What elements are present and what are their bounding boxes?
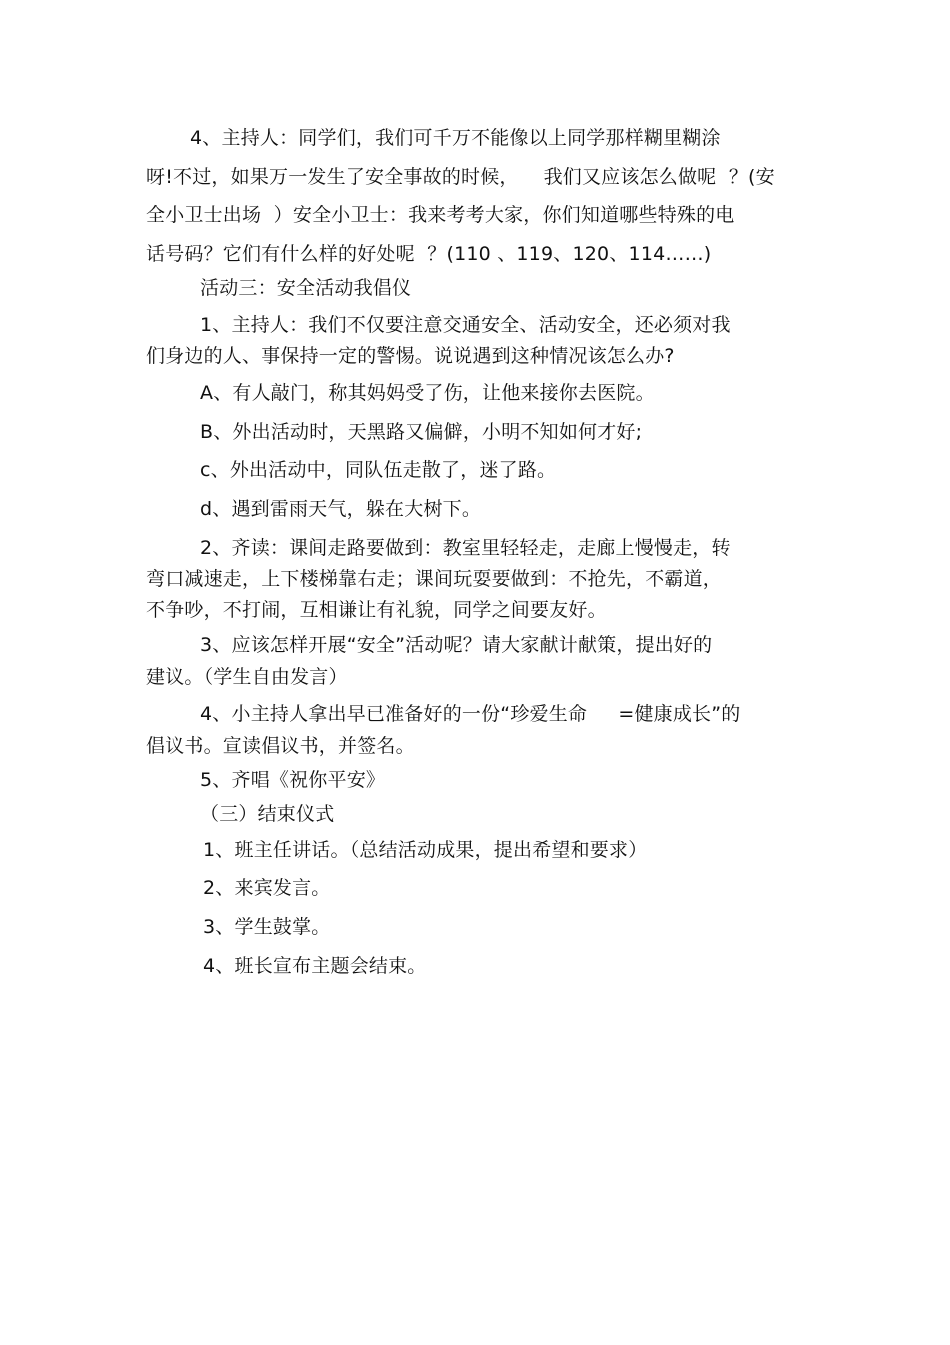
- text-line: 1、主持人：我们不仅要注意交通安全、活动安全，还必须对我: [200, 314, 731, 336]
- list-item: 3、学生鼓掌。: [203, 916, 331, 938]
- text-line: 不争吵，不打闹，互相谦让有礼貌，同学之间要友好。: [146, 599, 607, 621]
- list-item: d、遇到雷雨天气，躲在大树下。: [200, 498, 482, 520]
- text-line: 呀!不过，如果万一发生了安全事故的时候， 我们又应该怎么做呢 ？(安: [146, 166, 775, 188]
- list-item: c、外出活动中，同队伍走散了，迷了路。: [200, 459, 557, 481]
- list-item: 1、班主任讲话。（总结活动成果，提出希望和要求）: [203, 839, 648, 861]
- text-line: 2、齐读：课间走路要做到：教室里轻轻走，走廊上慢慢走，转: [200, 537, 731, 559]
- text-line: 建议。（学生自由发言）: [146, 666, 348, 688]
- text-line: 们身边的人、事保持一定的警惕。说说遇到这种情况该怎么办?: [146, 345, 675, 367]
- list-item: A、有人敲门，称其妈妈受了伤，让他来接你去医院。: [200, 382, 655, 404]
- text-line: 话号码？它们有什么样的好处呢 ？(110 、119、120、114……): [146, 243, 712, 265]
- section-heading: （三）结束仪式: [200, 803, 335, 825]
- list-item: B、外出活动时，天黑路又偏僻，小明不知如何才好;: [200, 421, 643, 443]
- text-line: 3、应该怎样开展“安全”活动呢？请大家献计献策，提出好的: [200, 634, 713, 656]
- text-line: 5、齐唱《祝你平安》: [200, 769, 386, 791]
- text-line: 倡议书。宣读倡议书，并签名。: [146, 735, 415, 757]
- list-item: 4、班长宣布主题会结束。: [203, 955, 427, 977]
- text-line: 4、小主持人拿出早已准备好的一份“珍爱生命 =健康成长”的: [200, 703, 741, 725]
- text-line: 4、主持人：同学们，我们可千万不能像以上同学那样糊里糊涂: [190, 127, 721, 149]
- text-line: 全小卫士出场 ）安全小卫士：我来考考大家，你们知道哪些特殊的电: [146, 204, 735, 226]
- text-line: 弯口减速走，上下楼梯靠右走；课间玩耍要做到：不抢先，不霸道，: [146, 568, 723, 590]
- section-heading: 活动三：安全活动我倡仪: [200, 277, 412, 299]
- list-item: 2、来宾发言。: [203, 877, 331, 899]
